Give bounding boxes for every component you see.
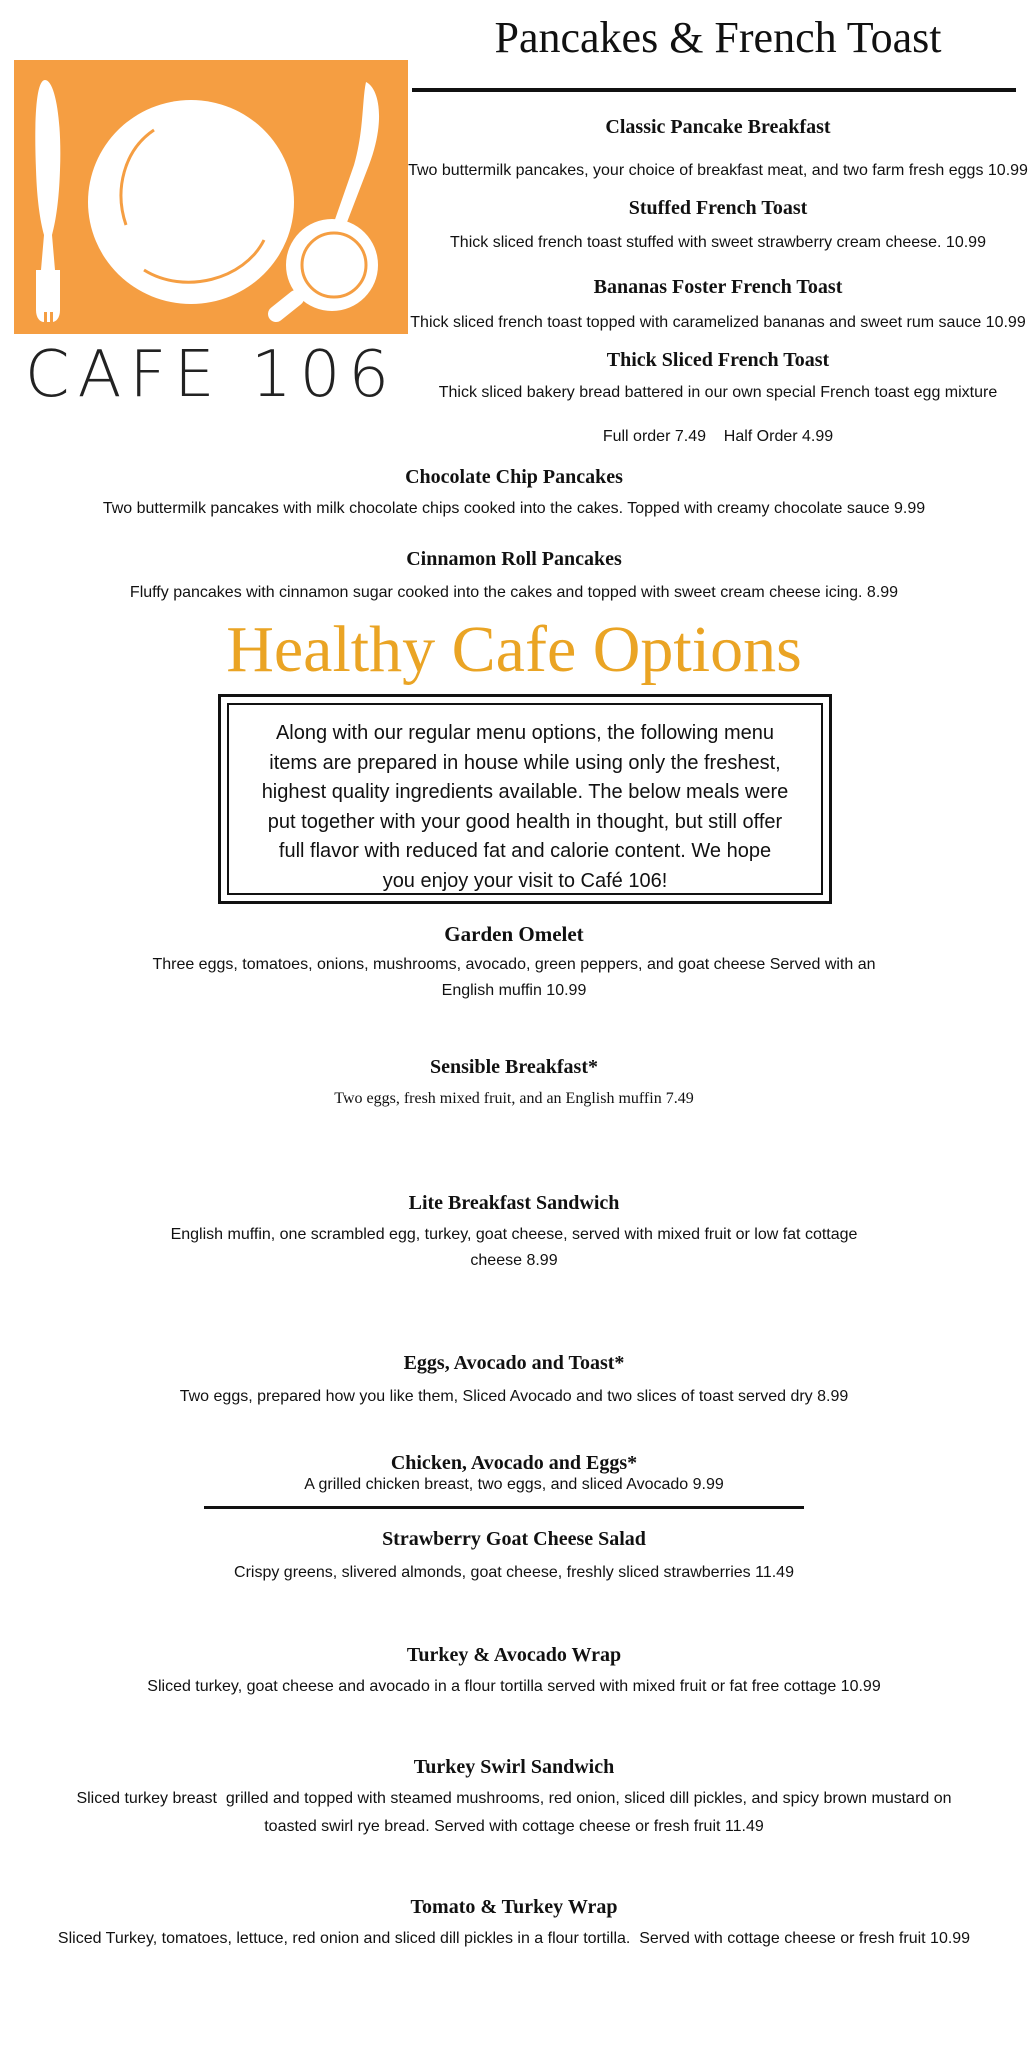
menu-item-desc: Thick sliced french toast topped with caramelized bananas and sweet rum sauce 10.99 xyxy=(410,314,1026,331)
plate-icon xyxy=(88,100,294,304)
section-title: Pancakes & French Toast xyxy=(494,13,942,62)
healthy-section-title: Healthy Cafe Options xyxy=(226,613,802,686)
menu-item-desc: Crispy greens, slivered almonds, goat cheese, freshly sliced strawberries 11.49 xyxy=(234,1564,794,1581)
menu-item-title: Stuffed French Toast xyxy=(628,197,808,219)
intro-line: items are prepared in house while using only the freshest, xyxy=(269,751,781,774)
menu-item-title: Chocolate Chip Pancakes xyxy=(405,466,623,488)
menu-item-desc: Sliced Turkey, tomatoes, lettuce, red onion and sliced dill pickles in a flour tortilla. Served with cottage cheese or fresh fruit 10.99 xyxy=(57,1930,971,1947)
title-rule xyxy=(412,88,1016,92)
menu-item-desc: toasted swirl rye bread. Served with cottage cheese or fresh fruit 11.49 xyxy=(264,1818,764,1835)
knife-icon xyxy=(332,82,379,230)
intro-line: you enjoy your visit to Café 106! xyxy=(382,869,668,892)
menu-item-title: Bananas Foster French Toast xyxy=(593,276,843,298)
menu-item-title: Strawberry Goat Cheese Salad xyxy=(382,1528,646,1550)
menu-item-title: Chicken, Avocado and Eggs* xyxy=(390,1452,638,1474)
menu-item-title: Eggs, Avocado and Toast* xyxy=(403,1352,625,1374)
menu-item-desc: A grilled chicken breast, two eggs, and sliced Avocado 9.99 xyxy=(304,1476,724,1493)
magnifier-icon xyxy=(276,219,378,314)
intro-text xyxy=(259,719,791,896)
menu-item-desc: Two eggs, fresh mixed fruit, and an English muffin 7.49 xyxy=(334,1090,694,1107)
menu-item-prices: Full order 7.49 Half Order 4.99 xyxy=(602,428,834,445)
menu-item-title: Turkey & Avocado Wrap xyxy=(406,1644,622,1666)
menu-item-desc: Thick sliced french toast stuffed with sweet strawberry cream cheese. 10.99 xyxy=(450,234,986,251)
menu-item-title: Sensible Breakfast* xyxy=(430,1056,598,1078)
menu-item-title: Thick Sliced French Toast xyxy=(606,349,830,371)
fork-icon xyxy=(35,80,60,332)
menu-item-desc: English muffin, one scrambled egg, turkey, goat cheese, served with mixed fruit or low fat cottage xyxy=(170,1226,858,1243)
menu-item-desc: Three eggs, tomatoes, onions, mushrooms, avocado, green peppers, and goat cheese Served with an xyxy=(152,956,876,973)
menu-item-desc: Thick sliced bakery bread battered in our own special French toast egg mixture xyxy=(438,384,998,401)
menu-item-title: Garden Omelet xyxy=(444,922,584,946)
intro-box xyxy=(218,694,832,904)
menu-item-desc: English muffin 10.99 xyxy=(441,982,587,999)
intro-line: Along with our regular menu options, the following menu xyxy=(275,722,775,744)
menu-item-desc: cheese 8.99 xyxy=(470,1252,558,1269)
logo-text: CAFE 106 xyxy=(24,338,398,412)
menu-item-desc: Two eggs, prepared how you like them, Sliced Avocado and two slices of toast served dry 8.99 xyxy=(179,1388,849,1405)
menu-item-desc: Two buttermilk pancakes, your choice of breakfast meat, and two farm fresh eggs 10.99 xyxy=(408,162,1028,179)
intro-line: full flavor with reduced fat and calorie content. We hope xyxy=(278,840,772,862)
menu-item-desc: Fluffy pancakes with cinnamon sugar cooked into the cakes and topped with sweet cream cheese icing. 8.99 xyxy=(129,584,899,601)
menu-item-desc: Sliced turkey breast grilled and topped with steamed mushrooms, red onion, sliced dill pickles, and spicy brown mustard on xyxy=(76,1790,952,1807)
logo-box xyxy=(14,60,408,334)
menu-item-title: Tomato & Turkey Wrap xyxy=(410,1896,618,1918)
intro-box-inner xyxy=(227,703,823,895)
menu-item-desc: Two buttermilk pancakes with milk chocolate chips cooked into the cakes. Topped with creamy chocolate sauce 9.99 xyxy=(102,500,926,517)
intro-line: highest quality ingredients available. The below meals were xyxy=(261,781,789,803)
menu-item-title: Classic Pancake Breakfast xyxy=(605,116,831,138)
menu-item-title: Turkey Swirl Sandwich xyxy=(413,1756,615,1778)
intro-line: put together with your good health in thought, but still offer xyxy=(267,810,783,833)
menu-item-title: Cinnamon Roll Pancakes xyxy=(406,548,622,570)
menu-item-desc: Sliced turkey, goat cheese and avocado in a flour tortilla served with mixed fruit or fat free cottage 10.99 xyxy=(147,1678,881,1695)
menu-item-title: Lite Breakfast Sandwich xyxy=(408,1192,620,1214)
logo-mark xyxy=(14,60,408,334)
divider-rule xyxy=(204,1506,804,1509)
